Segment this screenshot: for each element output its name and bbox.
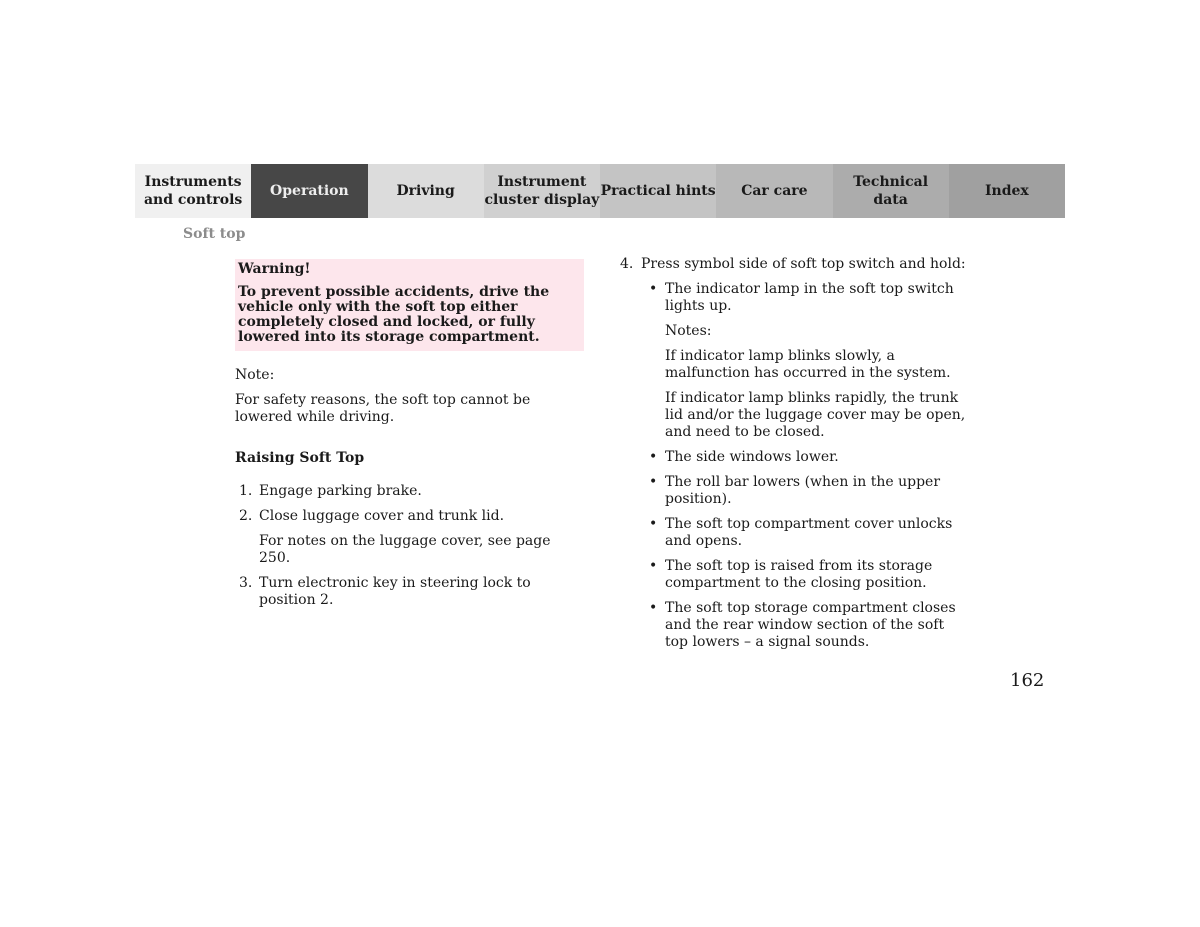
bullet-icon: • [649,281,658,297]
note-rapid-blink: If indicator lamp blinks rapidly, the trunk lid and/or the luggage cover may be open, and need to be closed. [665,390,966,440]
tab-driving[interactable]: Driving [368,164,484,218]
section-title: Soft top [183,226,246,242]
step-text: Close luggage cover and trunk lid. [259,508,505,524]
step-4 [620,256,970,273]
bullet-list-rest [620,449,970,651]
bullet-icon: • [649,474,658,490]
page-number: 162 [1010,670,1045,691]
step-number: 1. [239,483,253,499]
list-item [235,575,585,609]
list-item [620,600,970,651]
bullet-icon: • [649,558,658,574]
step-number: 3. [239,575,253,591]
bullet-list-first [620,281,970,315]
steps-list [235,483,585,525]
left-column [235,259,585,617]
bullet-text: The indicator lamp in the soft top switch lights up. [665,281,954,314]
step-text: Turn electronic key in steering lock to position 2. [259,575,531,608]
note-slow-blink: If indicator lamp blinks slowly, a malfunction has occurred in the system. [665,348,951,381]
subheading-raising-soft-top: Raising Soft Top [235,450,365,466]
bullet-text: The roll bar lowers (when in the upper position). [665,474,941,507]
tab-index[interactable]: Index [949,164,1065,218]
list-item [620,281,970,315]
tab-instruments-and-controls[interactable]: Instruments and controls [135,164,251,218]
warning-title: Warning! [238,261,311,277]
chapter-tabs [135,164,1065,218]
bullet-text: The soft top compartment cover unlocks and opens. [665,516,953,549]
list-item [620,558,970,592]
tab-car-care[interactable]: Car care [716,164,832,218]
warning-box [235,259,584,351]
tab-practical-hints[interactable]: Practical hints [600,164,716,218]
step-text: Engage parking brake. [259,483,422,499]
tab-operation[interactable]: Operation [251,164,367,218]
tab-instrument-cluster-display[interactable]: Instrument cluster display [484,164,600,218]
bullet-text: The soft top is raised from its storage compartment to the closing position. [665,558,933,591]
list-item [235,483,585,500]
list-item [235,508,585,525]
bullet-icon: • [649,516,658,532]
right-column [620,256,970,659]
steps-list-continued [235,575,585,609]
bullet-icon: • [649,600,658,616]
step-text: Press symbol side of soft top switch and hold: [641,256,966,272]
tab-technical-data[interactable]: Technical data [833,164,949,218]
warning-text: To prevent possible accidents, drive the vehicle only with the soft top either completely closed and locked, or fully lowered into its storage compartment. [238,284,550,345]
bullet-text: The soft top storage compartment closes and the rear window section of the soft top lowers – a signal sounds. [665,600,956,650]
notes-label: Notes: [665,323,712,339]
list-item [620,449,970,466]
list-item [620,516,970,550]
list-item [620,474,970,508]
note-text: For safety reasons, the soft top cannot be lowered while driving. [235,392,531,425]
bullet-text: The side windows lower. [665,449,839,465]
step-2-note: For notes on the luggage cover, see page 250. [259,533,551,566]
bullet-icon: • [649,449,658,465]
step-number: 4. [620,256,634,272]
note-label: Note: [235,367,275,383]
step-number: 2. [239,508,253,524]
